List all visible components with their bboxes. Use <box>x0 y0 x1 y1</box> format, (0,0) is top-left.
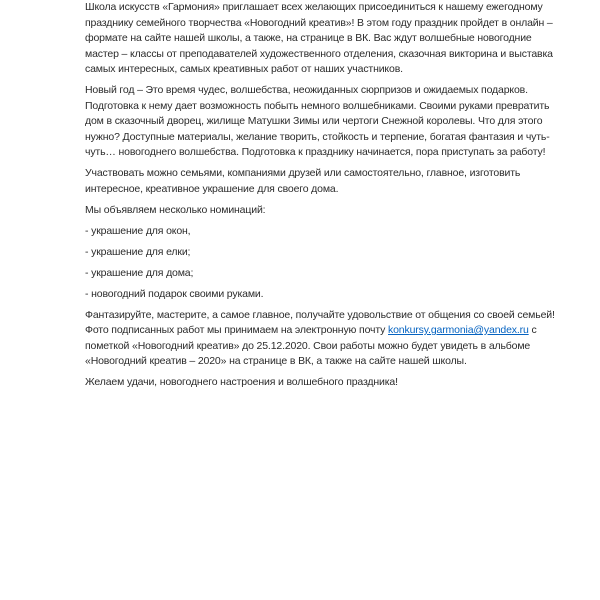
paragraph-participation: Участвовать можно семьями, компаниями друзей или самостоятельно, главное, изготовить интересное, креативное украшение для своего дома. <box>85 167 521 195</box>
paragraph-intro: Школа искусств «Гармония» приглашает всех желающих присоединиться к нашему ежегодному празднику семейного творчества «Новогодний креатив»! В этом году праздник пройдет в онлайн – формате на сайте нашей школы, а также, на странице в ВК. Вас ждут волшебные новогодние мастер – классы от преподавателей художественного отделения, сказочная викторина и выставка самых интересных, самых креативных работ от наших участников. <box>85 1 553 75</box>
closing-text-before-link: Фантазируйте, мастерите, а самое главное, получайте удовольствие от общения со своей семьей! Фото подписанных работ мы принимаем на электронную почту <box>85 308 555 336</box>
nomination-item-windows: - украшение для окон, <box>85 224 191 237</box>
email-link[interactable]: konkursy.garmonia@yandex.ru <box>388 324 529 336</box>
nomination-item-gift: - новогодний подарок своими руками. <box>85 287 264 300</box>
paragraph-closing <box>85 308 559 370</box>
nomination-item-tree: - украшение для елки; <box>85 245 191 258</box>
paragraph-new-year: Новый год – Это время чудес, волшебства, неожиданных сюрпризов и ожидаемых подарков. Подготовка к нему дает возможность побыть немного волшебниками. Своими руками превратить дом в сказочный дворец, жилище Матушки Зимы или чертоги Снежной королевы. Что для этого нужно? Доступные материалы, желание творить, стойкость и терпение, богатая фантазия и чуть-чуть… новогоднего волшебства. Подготовка к празднику начинается, пора приступать за работу! <box>85 84 550 158</box>
nomination-item-home: - украшение для дома; <box>85 266 194 279</box>
closing-text-after-link: с пометкой «Новогодний креатив» до 25.12.2020. Свои работы можно будет увидеть в альбоме «Новогодний креатив – 2020» на странице в ВК, а также на сайте нашей школы. <box>85 324 537 367</box>
nominations-intro: Мы объявляем несколько номинаций: <box>85 203 266 216</box>
paragraph-farewell: Желаем удачи, новогоднего настроения и волшебного праздника! <box>85 376 398 388</box>
